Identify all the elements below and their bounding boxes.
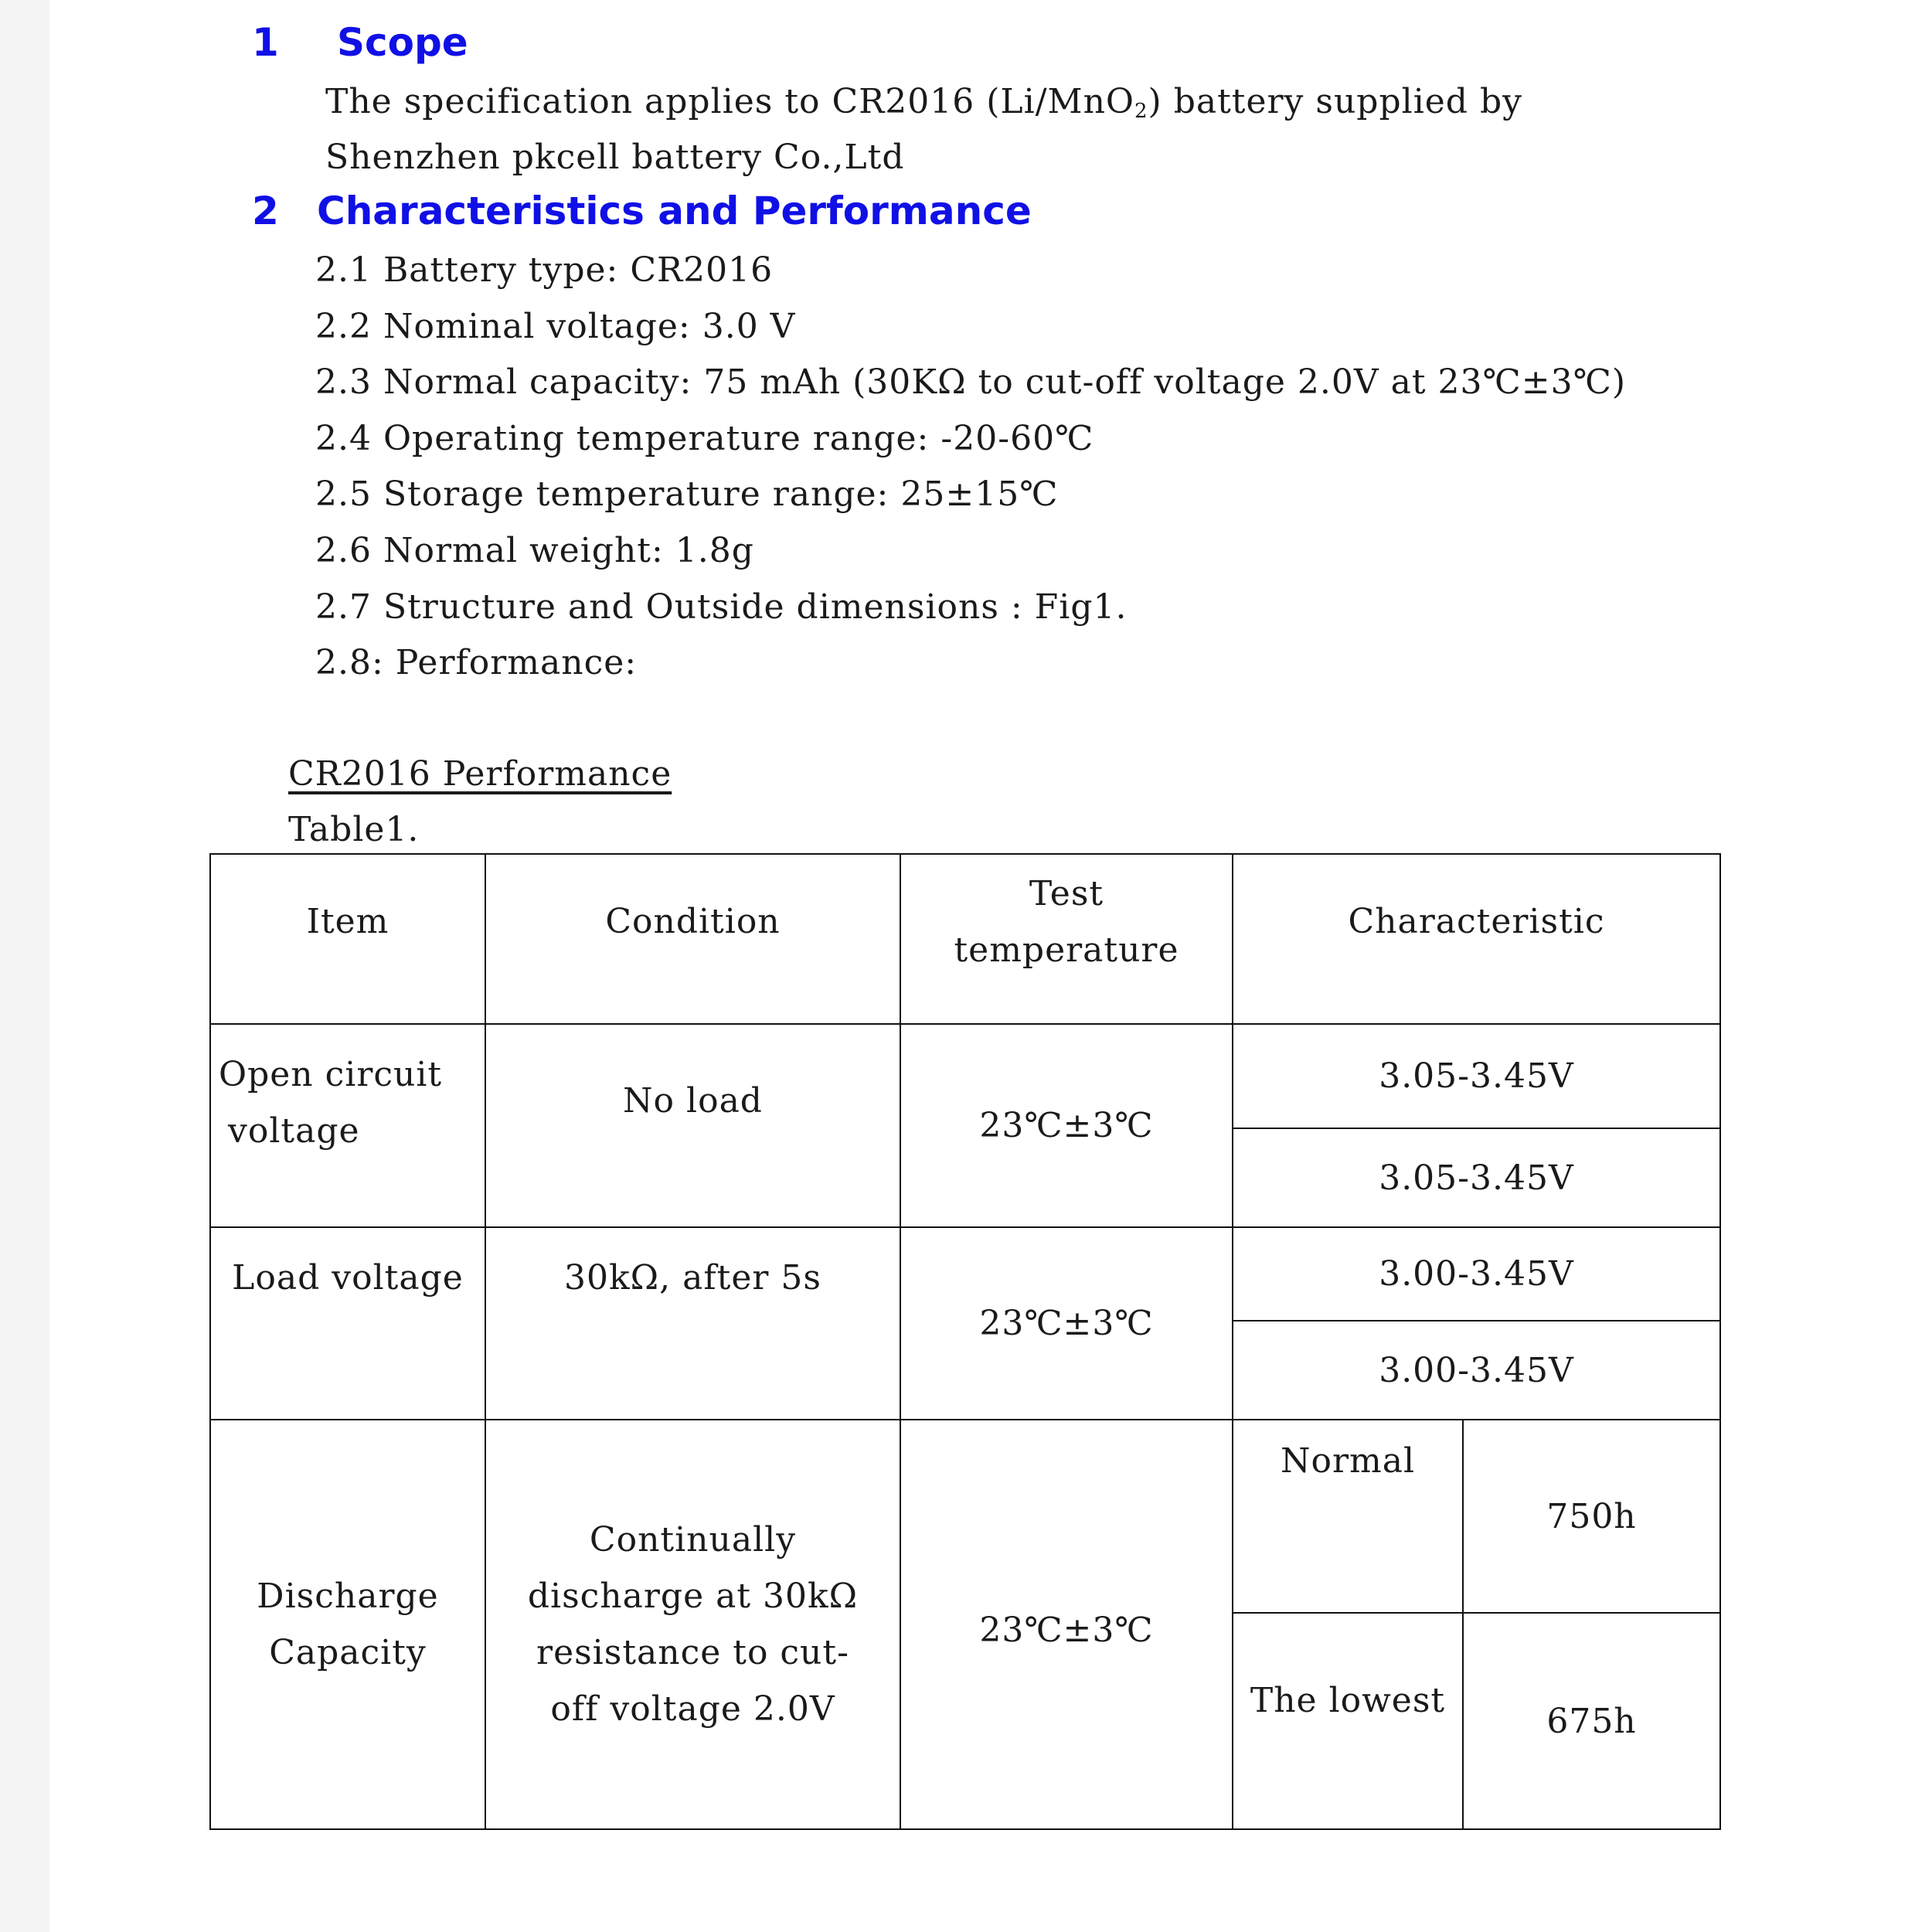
spec-item: 2.3 Normal capacity: 75 mAh (30KΩ to cut-off voltage 2.0V at 23℃±3℃) [315,362,1626,402]
cell-temperature: 23℃±3℃ [979,1106,1154,1145]
header-characteristic: Characteristic [1348,902,1605,941]
cell-normal-label: Normal [1280,1441,1416,1481]
table-caption: CR2016 Performance [288,754,672,794]
cell-condition-line: resistance to cut- [536,1633,849,1672]
table-border [1719,853,1721,1830]
cell-condition-line: off voltage 2.0V [550,1689,835,1729]
header-item: Item [306,902,389,941]
section-number: 2 [252,189,279,233]
cell-characteristic-value: 3.05-3.45V [1379,1158,1574,1198]
section-heading-scope [252,20,468,65]
scope-text-part: ) battery supplied by [1148,82,1522,121]
cell-item-line: Open circuit [219,1055,443,1094]
section-number: 1 [252,20,279,65]
scope-text-line1 [325,82,1522,123]
section-heading-characteristics [252,189,1032,233]
spec-item: 2.2 Nominal voltage: 3.0 V [315,307,796,346]
cell-lowest-label: The lowest [1250,1680,1446,1720]
cell-item-load-voltage: Load voltage [232,1258,464,1298]
spec-item: 2.7 Structure and Outside dimensions : Fig1. [315,587,1128,627]
header-test-temperature [901,855,1232,978]
cell-condition-no-load: No load [623,1081,763,1121]
cell-condition-discharge [486,1420,900,1828]
scope-text-part: The specification applies to CR2016 (Li/MnO [325,82,1134,121]
spec-item: 2.8: Performance: [315,643,638,682]
cell-condition-load: 30kΩ, after 5s [564,1258,821,1298]
spec-item: 2.4 Operating temperature range: -20-60℃ [315,419,1094,458]
scope-text-subscript: 2 [1134,100,1148,123]
section-title: Scope [337,20,468,65]
spec-item: 2.6 Normal weight: 1.8g [315,531,754,570]
cell-item-open-circuit [211,1025,485,1151]
cell-normal-value: 750h [1546,1496,1637,1536]
cell-temperature: 23℃±3℃ [979,1610,1154,1650]
cell-lowest-value: 675h [1546,1701,1637,1741]
section-title: Characteristics and Performance [317,189,1032,233]
cell-item-line: voltage [228,1111,360,1151]
spec-item: 2.5 Storage temperature range: 25±15℃ [315,474,1059,514]
cell-characteristic-value: 3.00-3.45V [1379,1350,1574,1390]
cell-item-line: Discharge [257,1577,439,1616]
spec-item: 2.1 Battery type: CR2016 [315,250,774,290]
scope-text-line2: Shenzhen pkcell battery Co.,Ltd [325,138,905,177]
header-test-temperature-line1: Test [1029,874,1104,913]
cell-condition-line: Continually [589,1520,797,1560]
cell-item-line: Capacity [269,1633,427,1672]
cell-temperature: 23℃±3℃ [979,1304,1154,1343]
header-condition: Condition [605,902,781,941]
cell-characteristic-value: 3.00-3.45V [1379,1254,1574,1294]
cell-condition-line: discharge at 30kΩ [527,1577,859,1616]
document-page [49,0,1932,1932]
table-label: Table1. [288,810,420,849]
header-test-temperature-line2: temperature [954,930,1179,970]
cell-item-discharge-capacity [211,1420,485,1828]
cell-characteristic-value: 3.05-3.45V [1379,1056,1574,1096]
